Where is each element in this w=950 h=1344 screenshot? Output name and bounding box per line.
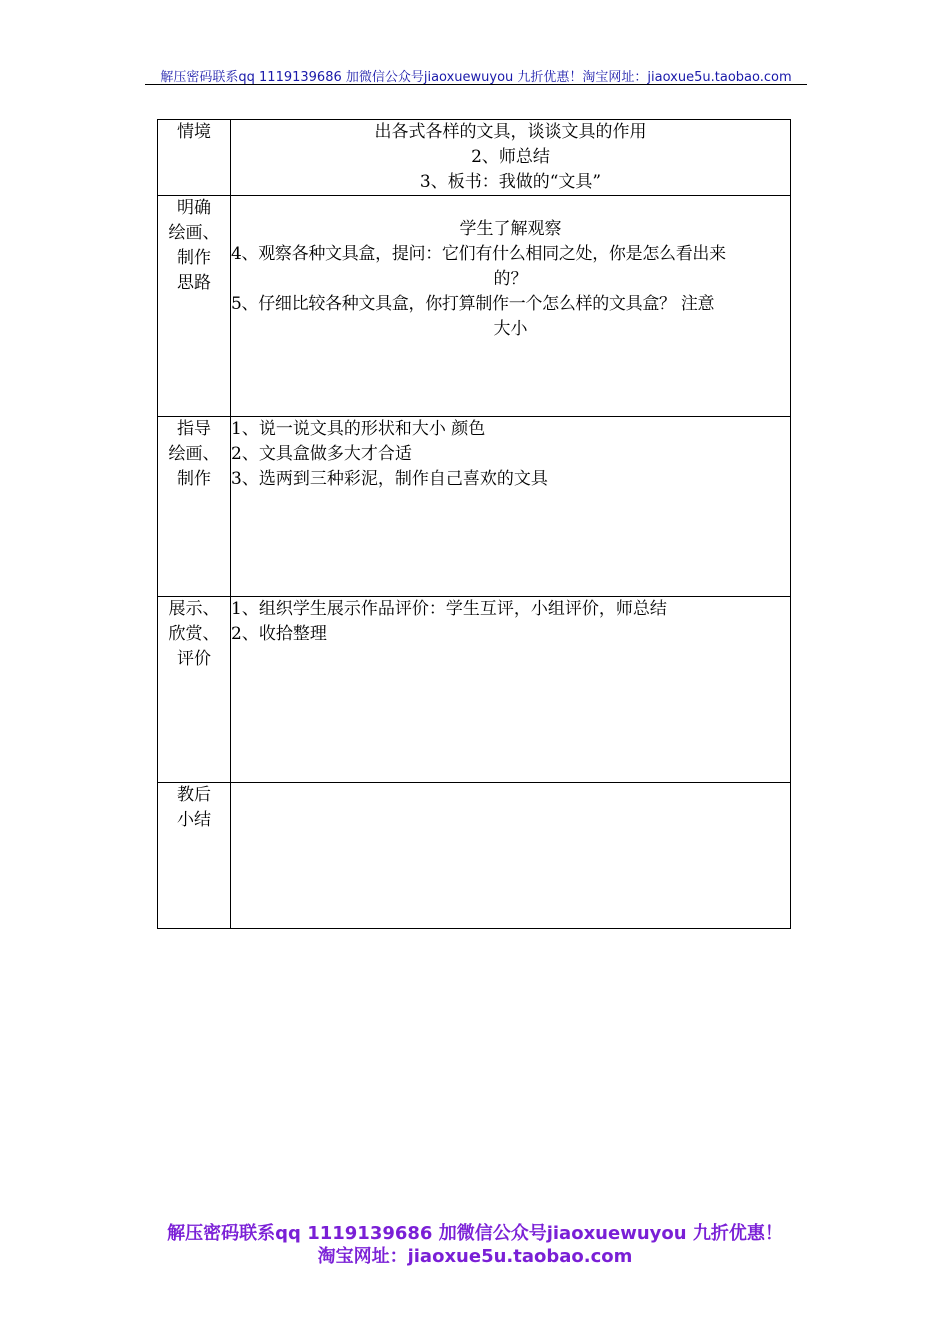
footer-line-2: 淘宝网址：jiaoxue5u.taobao.com <box>317 1246 633 1267</box>
table-row <box>158 783 791 929</box>
content-line: 学生了解观察 <box>459 219 562 239</box>
row-label-line: 教后 <box>177 785 211 805</box>
content-line: 5、仔细比较各种文具盒，你打算制作一个怎么样的文具盒？ 注意 <box>231 294 715 314</box>
row-label-line: 绘画、 <box>168 444 220 464</box>
content-line: 3、选两到三种彩泥，制作自己喜欢的文具 <box>231 469 548 489</box>
table-row <box>158 196 791 417</box>
content-line: 的？ <box>493 269 528 289</box>
row-label-line: 评价 <box>177 649 211 669</box>
content-line: 3、板书：我做的“文具” <box>419 172 602 192</box>
row-label-line: 展示、 <box>168 599 220 619</box>
table-row <box>158 120 791 196</box>
row-label-line: 制作 <box>177 469 211 489</box>
table-row <box>158 597 791 783</box>
content-line: 1、组织学生展示作品评价：学生互评，小组评价，师总结 <box>231 599 667 619</box>
content-line: 大小 <box>493 319 528 339</box>
content-line: 2、文具盒做多大才合适 <box>231 444 412 464</box>
row-label-cell <box>158 783 231 929</box>
row-content-cell <box>231 196 791 417</box>
content-line: 2、师总结 <box>471 147 550 167</box>
row-label-line: 欣赏、 <box>168 624 220 644</box>
row-content-cell <box>231 417 791 597</box>
row-label-line: 绘画、 <box>168 223 220 243</box>
content-line: 出各式各样的文具，谈谈文具的作用 <box>374 122 647 142</box>
footer-line-1: 解压密码联系qq 1119139686 加微信公众号jiaoxuewuyou 九折优惠！ <box>167 1223 783 1244</box>
row-label-cell <box>158 196 231 417</box>
content-line: 2、收拾整理 <box>231 624 327 644</box>
row-label-cell <box>158 417 231 597</box>
row-content-cell <box>231 120 791 196</box>
row-label-line: 情境 <box>177 122 211 142</box>
row-label-line: 指导 <box>177 419 211 439</box>
row-label-line: 思路 <box>177 273 211 293</box>
row-content-cell <box>231 597 791 783</box>
content-line: 1、说一说文具的形状和大小 颜色 <box>231 419 486 439</box>
table-row <box>158 417 791 597</box>
row-content-cell <box>231 783 791 929</box>
lesson-plan-table <box>157 119 791 929</box>
row-label-line: 小结 <box>177 810 211 830</box>
row-label-cell <box>158 120 231 196</box>
row-label-line: 制作 <box>177 248 211 268</box>
row-label-cell <box>158 597 231 783</box>
row-label-line: 明确 <box>177 198 211 218</box>
header-divider <box>145 84 807 85</box>
content-line: 4、观察各种文具盒，提问：它们有什么相同之处，你是怎么看出来 <box>231 244 726 264</box>
page-header: 解压密码联系qq 1119139686 加微信公众号jiaoxuewuyou 九折优惠！淘宝网址：jiaoxue5u.taobao.com <box>160 70 792 85</box>
